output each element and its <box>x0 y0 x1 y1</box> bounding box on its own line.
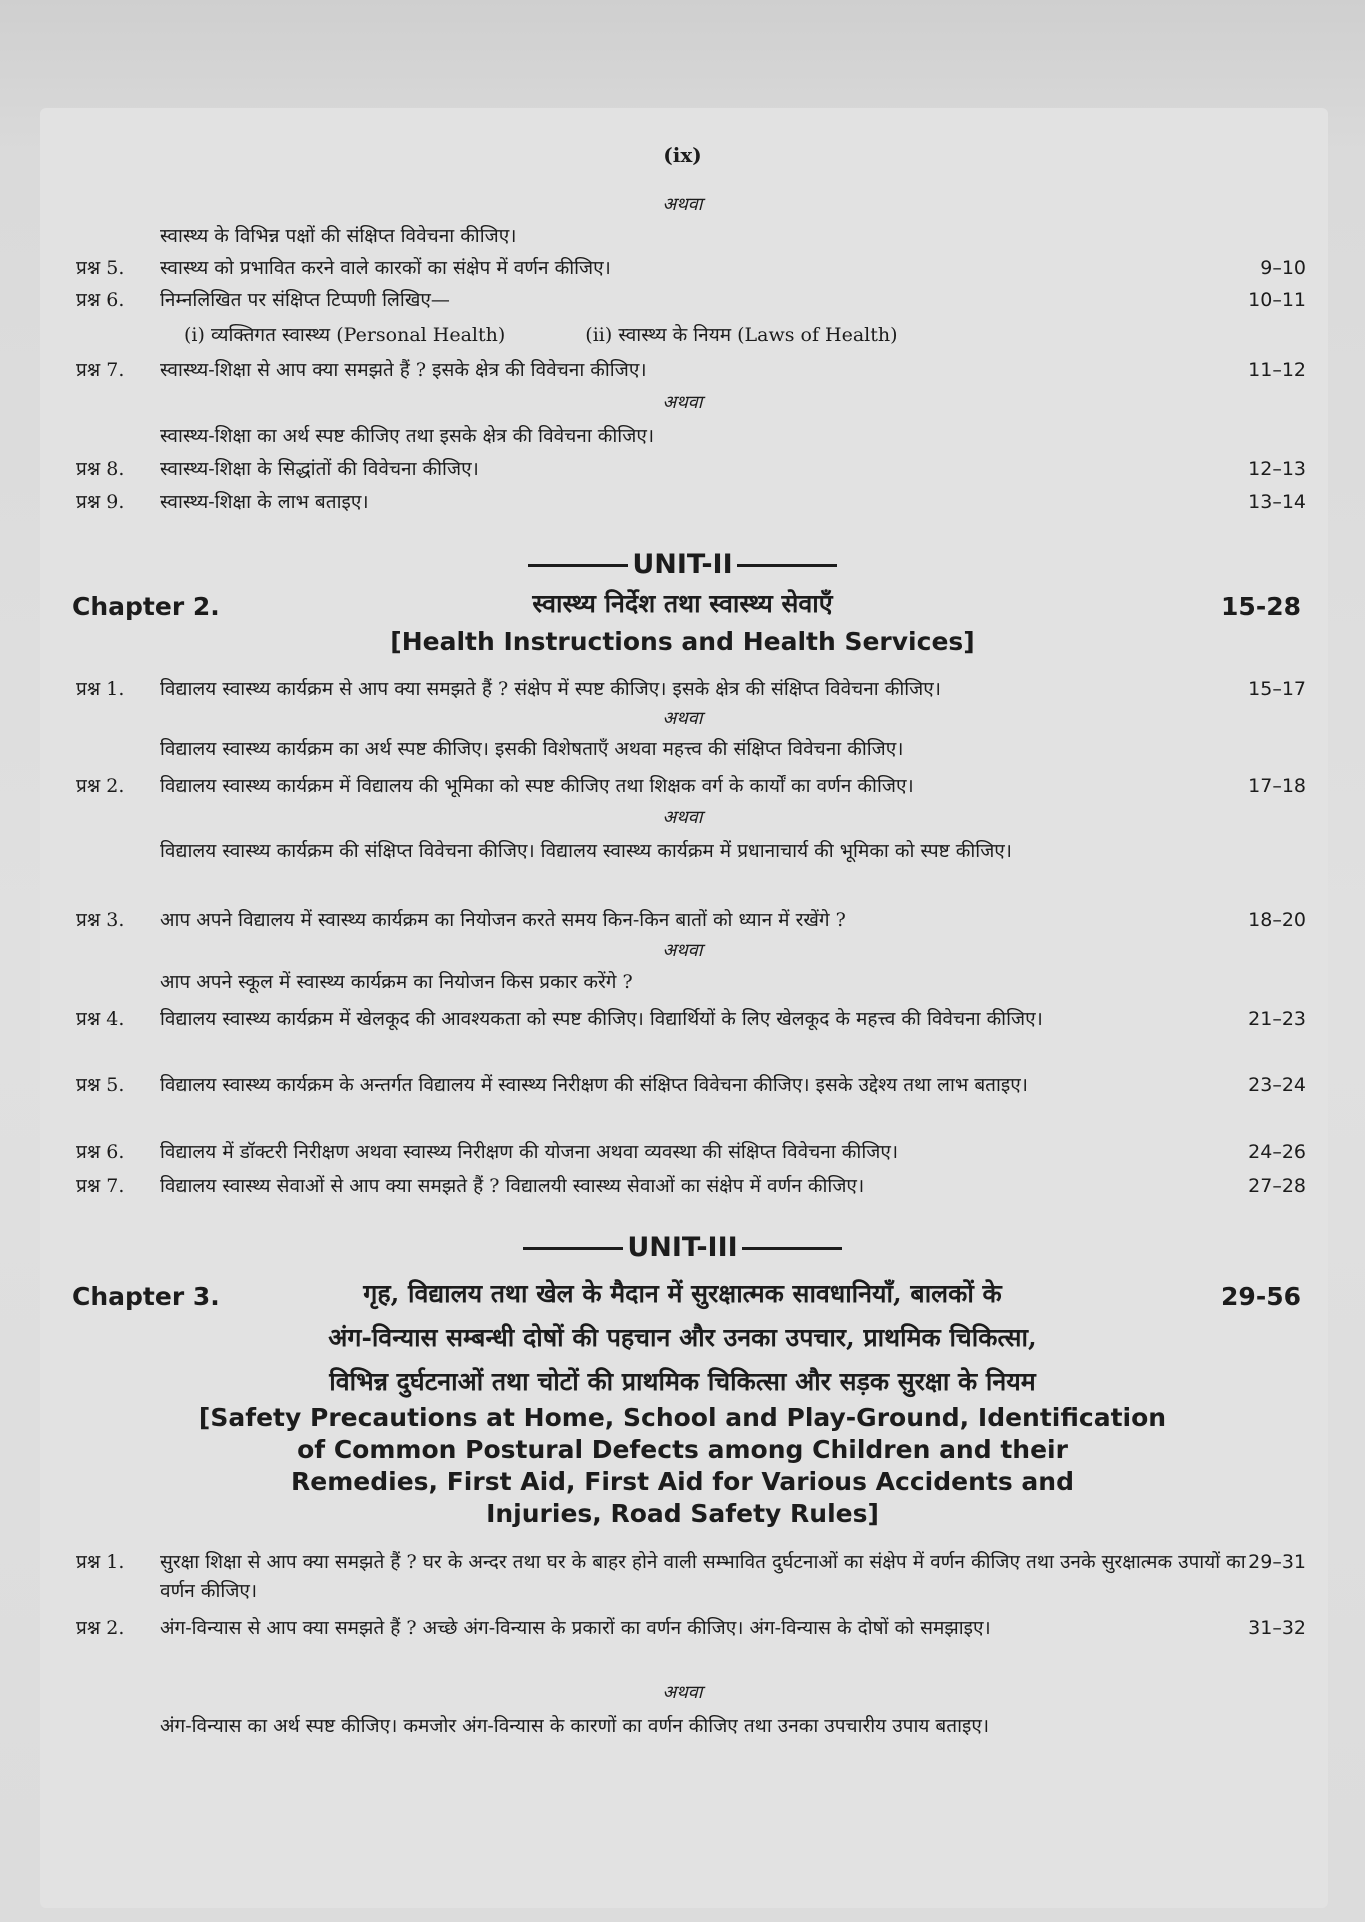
question-text: विद्यालय स्वास्थ्य सेवाओं से आप क्या समझते हैं ? विद्यालयी स्वास्थ्य सेवाओं का संक्षेप में वर्णन कीजिए। <box>160 1175 865 1197</box>
question-text: अंग-विन्यास से आप क्या समझते हैं ? अच्छे अंग-विन्यास के प्रकारों का वर्णन कीजिए। अंग-विन्यास के दोषों को समझाइए। <box>160 1617 991 1639</box>
question-text: स्वास्थ्य को प्रभावित करने वाले कारकों का संक्षेप में वर्णन कीजिए। <box>160 257 611 279</box>
sub-item: (i) व्यक्तिगत स्वास्थ्य (Personal Health) <box>184 324 506 346</box>
question-text: आप अपने विद्यालय में स्वास्थ्य कार्यक्रम का नियोजन करते समय किन-किन बातों को ध्यान में रखेंगे ? <box>160 909 846 931</box>
athava-label: अथवा <box>662 708 703 729</box>
question-text: विद्यालय स्वास्थ्य कार्यक्रम के अन्तर्गत विद्यालय में स्वास्थ्य निरीक्षण की संक्षिप्त विवेचना कीजिए। इसके उद्देश्य तथा लाभ बताइए। <box>160 1074 1028 1096</box>
question-label: प्रश्न 1. <box>76 1551 125 1573</box>
chapter-title-english: [Safety Precautions at Home, School and Play-Ground, Identification <box>198 1403 1167 1432</box>
question-row <box>76 1005 1306 1034</box>
chapter-title-hindi: गृह, विद्यालय तथा खेल के मैदान में सुरक्षात्मक सावधानियाँ, बालकों के <box>363 1279 1002 1308</box>
question-label: प्रश्न 9. <box>76 491 125 513</box>
question-label: प्रश्न 5. <box>76 257 125 279</box>
question-row <box>76 1138 1306 1167</box>
unit-heading-text: UNIT-III <box>627 1232 738 1263</box>
question-row <box>76 772 1306 801</box>
chapter-title-hindi: अंग-विन्यास सम्बन्धी दोषों की पहचान और उनका उपचार, प्राथमिक चिकित्सा, <box>328 1323 1037 1352</box>
page-number: (ix) <box>663 143 702 167</box>
question-text: सुरक्षा शिक्षा से आप क्या समझते हैं ? घर के अन्दर तथा घर के बाहर होने वाली सम्भावित दुर्घटनाओं का संक्षेप में वर्णन कीजिए तथा उनके सुरक्षात्मक उपायों का वर्णन कीजिए। <box>160 1551 1246 1602</box>
alt-question: अंग-विन्यास का अर्थ स्पष्ट कीजिए। कमजोर अंग-विन्यास के कारणों का वर्णन कीजिए तथा उनका उपचारीय उपाय बताइए। <box>160 1715 990 1737</box>
athava-label: अथवा <box>662 807 703 828</box>
question-row <box>76 675 1306 704</box>
question-row <box>76 455 1306 484</box>
page-range: 9–10 <box>1260 257 1306 279</box>
page-range: 24–26 <box>1248 1141 1306 1163</box>
chapter-title-hindi: विभिन्न दुर्घटनाओं तथा चोटों की प्राथमिक चिकित्सा और सड़क सुरक्षा के नियम <box>329 1367 1036 1396</box>
question-text: विद्यालय स्वास्थ्य कार्यक्रम में खेलकूद की आवश्यकता को स्पष्ट कीजिए। विद्यार्थियों के लिए खेलकूद के महत्त्व की विवेचना कीजिए। <box>160 1008 1043 1030</box>
question-row <box>76 356 1306 385</box>
page-range: 21–23 <box>1248 1008 1306 1030</box>
question-label: प्रश्न 1. <box>76 678 125 700</box>
chapter-label: Chapter 3. <box>72 1282 220 1311</box>
page-range: 27–28 <box>1248 1175 1306 1197</box>
alt-question: विद्यालय स्वास्थ्य कार्यक्रम का अर्थ स्पष्ट कीजिए। इसकी विशेषताएँ अथवा महत्त्व की संक्षिप्त विवेचना कीजिए। <box>160 738 904 760</box>
chapter-page-range: 15-28 <box>1221 592 1301 621</box>
question-row <box>76 286 1306 315</box>
question-text: विद्यालय स्वास्थ्य कार्यक्रम से आप क्या समझते हैं ? संक्षेप में स्पष्ट कीजिए। इसके क्षेत्र की संक्षिप्त विवेचना कीजिए। <box>160 678 941 700</box>
question-label: प्रश्न 6. <box>76 289 125 311</box>
question-text: विद्यालय स्वास्थ्य कार्यक्रम में विद्यालय की भूमिका को स्पष्ट कीजिए तथा शिक्षक वर्ग के कार्यों का वर्णन कीजिए। <box>160 775 914 797</box>
page-range: 12–13 <box>1248 458 1306 480</box>
chapter-title-english: Remedies, First Aid, First Aid for Various Accidents and <box>291 1467 1074 1496</box>
question-row <box>76 1071 1306 1100</box>
page-range: 31–32 <box>1248 1617 1306 1639</box>
chapter-title-english: [Health Instructions and Health Services] <box>390 627 975 656</box>
question-row <box>76 254 1306 283</box>
unit-heading <box>0 1232 1365 1263</box>
chapter-title-hindi: स्वास्थ्य निर्देश तथा स्वास्थ्य सेवाएँ <box>532 589 833 618</box>
page-range: 13–14 <box>1248 491 1306 513</box>
question-text: विद्यालय में डॉक्टरी निरीक्षण अथवा स्वास्थ्य निरीक्षण की योजना अथवा व्यवस्था की संक्षिप्त विवेचना कीजिए। <box>160 1141 899 1163</box>
page-range: 18–20 <box>1248 909 1306 931</box>
chapter-label: Chapter 2. <box>72 592 220 621</box>
question-label: प्रश्न 3. <box>76 909 125 931</box>
question-label: प्रश्न 2. <box>76 1617 125 1639</box>
question-row <box>76 488 1306 517</box>
question-row <box>76 1614 1306 1643</box>
alt-question: स्वास्थ्य के विभिन्न पक्षों की संक्षिप्त विवेचना कीजिए। <box>160 225 517 247</box>
page-range: 15–17 <box>1248 678 1306 700</box>
alt-question: स्वास्थ्य-शिक्षा का अर्थ स्पष्ट कीजिए तथा इसके क्षेत्र की विवेचना कीजिए। <box>160 425 655 447</box>
question-row <box>76 1548 1306 1606</box>
question-label: प्रश्न 2. <box>76 775 125 797</box>
question-label: प्रश्न 7. <box>76 1175 125 1197</box>
sub-items <box>184 321 898 350</box>
page-range: 17–18 <box>1248 775 1306 797</box>
alt-question: आप अपने स्कूल में स्वास्थ्य कार्यक्रम का नियोजन किस प्रकार करेंगे ? <box>160 971 633 993</box>
athava-label: अथवा <box>662 194 703 215</box>
question-text: स्वास्थ्य-शिक्षा के लाभ बताइए। <box>160 491 369 513</box>
question-row <box>76 1172 1306 1201</box>
question-label: प्रश्न 8. <box>76 458 125 480</box>
question-label: प्रश्न 7. <box>76 359 125 381</box>
question-label: प्रश्न 4. <box>76 1008 125 1030</box>
question-text: स्वास्थ्य-शिक्षा के सिद्धांतों की विवेचना कीजिए। <box>160 458 479 480</box>
page-range: 23–24 <box>1248 1074 1306 1096</box>
question-text: निम्नलिखित पर संक्षिप्त टिप्पणी लिखिए— <box>160 289 450 311</box>
unit-heading <box>0 549 1365 580</box>
chapter-title-english: Injuries, Road Safety Rules] <box>486 1499 879 1528</box>
question-label: प्रश्न 5. <box>76 1074 125 1096</box>
page-range: 11–12 <box>1248 359 1306 381</box>
athava-label: अथवा <box>662 392 703 413</box>
chapter-page-range: 29-56 <box>1221 1282 1301 1311</box>
question-row <box>76 906 1306 935</box>
chapter-title-english: of Common Postural Defects among Children and their <box>297 1435 1068 1464</box>
athava-label: अथवा <box>662 1682 703 1703</box>
question-text: स्वास्थ्य-शिक्षा से आप क्या समझते हैं ? इसके क्षेत्र की विवेचना कीजिए। <box>160 359 647 381</box>
athava-label: अथवा <box>662 940 703 961</box>
alt-question: विद्यालय स्वास्थ्य कार्यक्रम की संक्षिप्त विवेचना कीजिए। विद्यालय स्वास्थ्य कार्यक्रम में प्रधानाचार्य की भूमिका को स्पष्ट कीजिए। <box>160 840 1012 862</box>
page-range: 10–11 <box>1248 289 1306 311</box>
sub-item: (ii) स्वास्थ्य के नियम (Laws of Health) <box>585 324 898 346</box>
question-label: प्रश्न 6. <box>76 1141 125 1163</box>
unit-heading-text: UNIT-II <box>632 549 733 580</box>
page-range: 29–31 <box>1248 1551 1306 1573</box>
